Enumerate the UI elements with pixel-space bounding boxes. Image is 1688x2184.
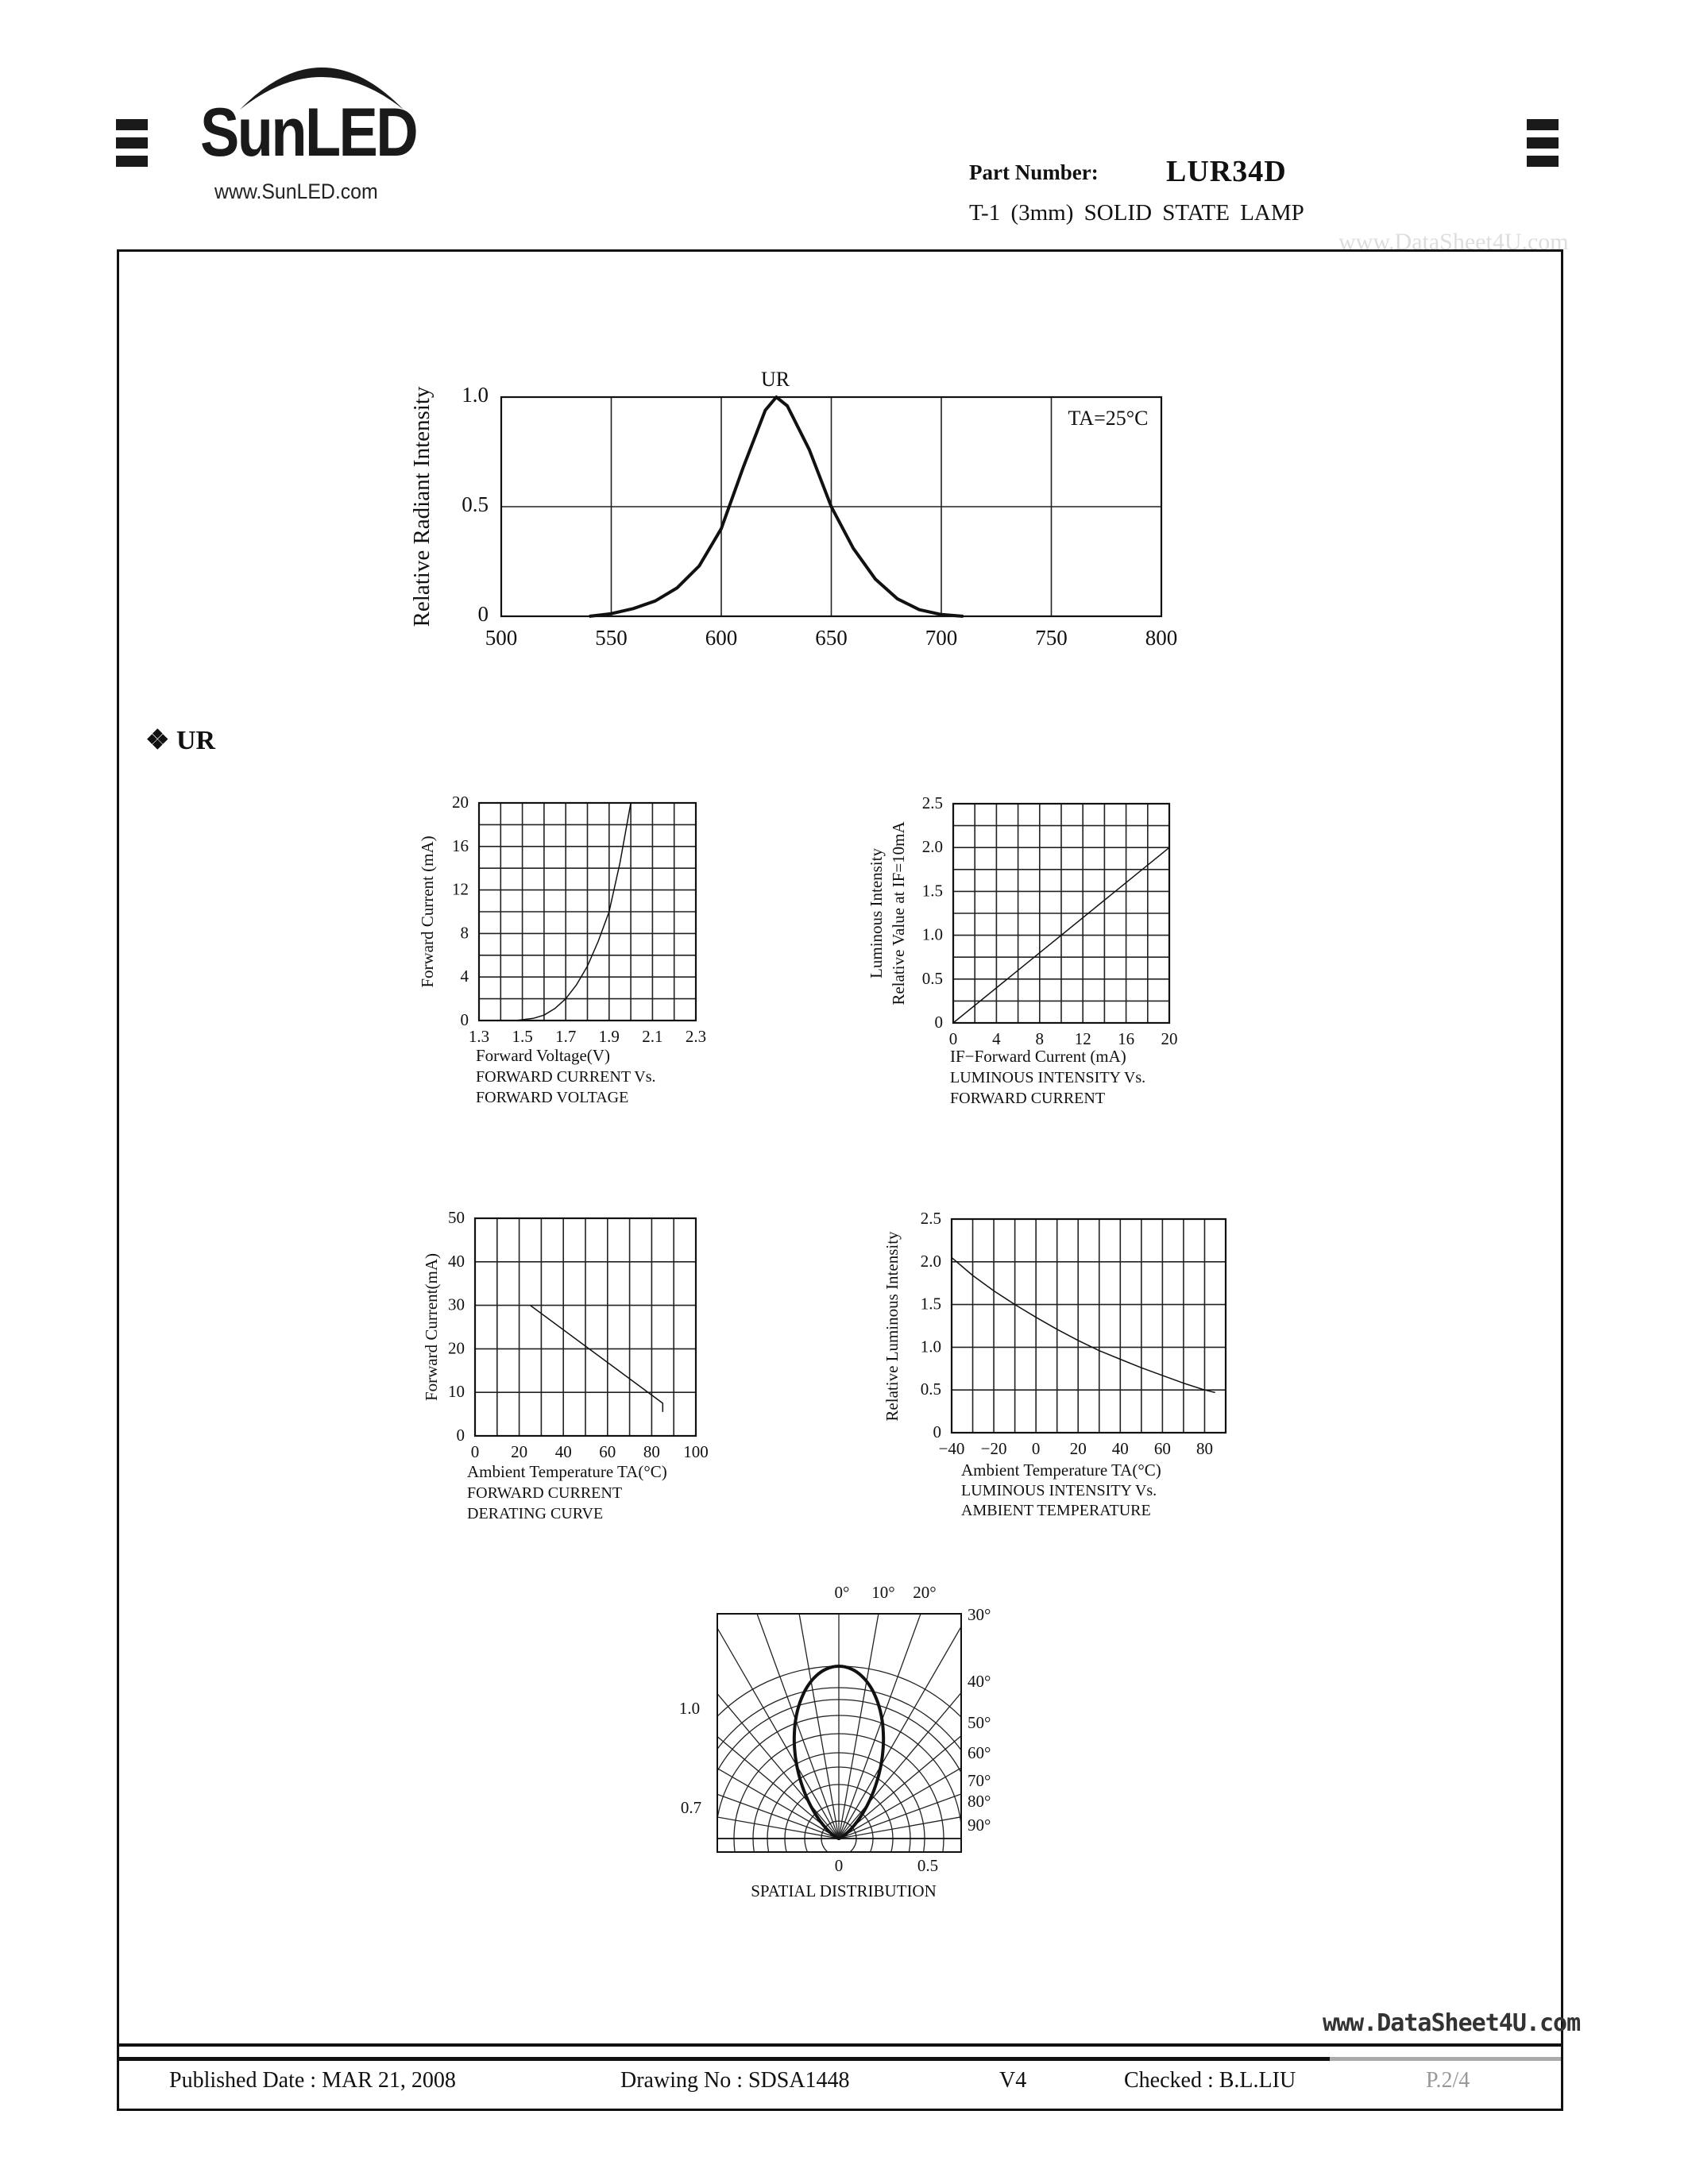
angle-label: 90°: [968, 1815, 991, 1835]
y-axis-label: Relative Radiant Intensity: [409, 386, 435, 627]
y-tick-label: 2.0: [920, 1251, 941, 1271]
polar-radial-line: [839, 1473, 1145, 1839]
y-tick-label: 1.5: [920, 1294, 941, 1314]
polar-radial-line: [839, 1600, 1252, 1839]
angle-label: 80°: [968, 1792, 991, 1811]
x-tick-label: 700: [925, 626, 958, 650]
polar-radial-line: [839, 1756, 1308, 1839]
x-tick-label: 1.9: [598, 1027, 620, 1046]
y-tick-label: 0: [460, 1010, 469, 1029]
polar-radial-line: [839, 1676, 1287, 1839]
y-tick-label: 2.5: [921, 793, 943, 812]
chart-annotation: TA=25°C: [1068, 407, 1149, 430]
y-tick-label: 0: [934, 1013, 943, 1032]
angle-label: 40°: [968, 1672, 991, 1691]
radial-label: 1.0: [678, 1699, 701, 1718]
chart-4: [883, 1209, 1226, 1519]
x-tick-label: 20: [1069, 1439, 1087, 1458]
checked-by: Checked : B.L.LIU: [1124, 2068, 1296, 2093]
chart-spatial-distribution: [362, 1362, 1315, 2011]
chart-caption: FORWARD CURRENT: [467, 1484, 623, 1502]
plot-frame: [952, 1219, 1226, 1433]
x-axis-label: Ambient Temperature TA(°C): [961, 1461, 1161, 1480]
y-tick-label: 12: [452, 879, 469, 899]
y-tick-label: 2.5: [920, 1209, 941, 1228]
x-tick-label: 20: [511, 1442, 528, 1461]
y-tick-label: 20: [452, 793, 469, 812]
watermark-bottom: www.DataSheet4U.com: [1323, 2009, 1581, 2037]
published-date: Published Date : MAR 21, 2008: [169, 2068, 456, 2093]
series-line-if-max: [531, 1306, 663, 1412]
polar-radial-line: [601, 1426, 839, 1839]
chart-3: [422, 1208, 709, 1522]
chart-annotation: UR: [760, 368, 790, 391]
x-tick-label: 0: [948, 1029, 958, 1048]
polar-radial-line: [839, 1532, 1204, 1839]
section-title: UR: [176, 726, 216, 755]
y-tick-label: 16: [452, 835, 469, 855]
x-tick-label: 500: [485, 626, 518, 650]
diamond-bullet-icon: ❖: [145, 726, 170, 755]
chart-2: [867, 793, 1178, 1107]
x-tick-label: 1.5: [512, 1027, 533, 1046]
chart-caption: FORWARD VOLTAGE: [476, 1089, 629, 1106]
x-tick-label: 2.3: [685, 1027, 707, 1046]
angle-label: 10°: [871, 1583, 895, 1602]
x-tick-label: 0: [470, 1442, 480, 1461]
polar-radial-line: [369, 1756, 839, 1839]
y-tick-label: 20: [448, 1338, 465, 1358]
x-tick-label: 800: [1145, 626, 1178, 650]
x-tick-label: 8: [1035, 1029, 1045, 1048]
x-tick-label: 100: [683, 1442, 709, 1461]
y-tick-label: 1.0: [921, 924, 943, 944]
x-tick-label: 650: [815, 626, 848, 650]
x-tick-label: 2.1: [642, 1027, 663, 1046]
x-tick-label: 60: [599, 1442, 616, 1461]
part-number-label: Part Number:: [969, 160, 1099, 184]
chart-caption: FORWARD CURRENT: [950, 1090, 1106, 1107]
x-tick-label: 60: [1153, 1439, 1171, 1458]
chart-caption: LUMINOUS INTENSITY Vs.: [950, 1069, 1146, 1086]
angle-label: 20°: [913, 1583, 937, 1602]
y-tick-label: 0.5: [920, 1379, 941, 1399]
y-tick-label: 1.5: [921, 881, 943, 901]
chart-1: [418, 793, 706, 1106]
angle-label: 50°: [968, 1713, 991, 1732]
y-tick-label: 40: [448, 1251, 465, 1271]
y-axis-label: Forward Current(mA): [422, 1252, 441, 1402]
x-tick-label: −20: [980, 1439, 1007, 1458]
x-tick-label: 12: [1074, 1029, 1091, 1048]
chart-caption: LUMINOUS INTENSITY Vs.: [961, 1482, 1157, 1499]
x-tick-label: 600: [705, 626, 738, 650]
bottom-scale-label: 0.5: [917, 1856, 939, 1875]
polar-radial-line: [532, 1473, 839, 1839]
angle-label: 30°: [968, 1605, 991, 1624]
x-axis-label: Forward Voltage(V): [476, 1046, 610, 1065]
x-tick-label: −40: [938, 1439, 965, 1458]
y-tick-label: 2.0: [921, 837, 943, 857]
x-tick-label: 20: [1161, 1029, 1178, 1048]
y-axis-label: Relative Value at IF=10mA: [889, 821, 908, 1005]
x-tick-label: 4: [992, 1029, 1001, 1048]
chart-title: SPATIAL DISTRIBUTION: [751, 1881, 937, 1900]
x-tick-label: 0: [1031, 1439, 1041, 1458]
y-tick-label: 1.0: [920, 1337, 941, 1356]
x-tick-label: 750: [1035, 626, 1068, 650]
y-tick-label: 30: [448, 1295, 465, 1314]
polar-radial-line: [391, 1676, 839, 1839]
y-tick-label: 50: [448, 1208, 465, 1227]
y-tick-label: 0: [456, 1426, 465, 1445]
angle-label: 0°: [834, 1583, 850, 1602]
x-axis-label: Ambient Temperature TA(°C): [467, 1462, 667, 1481]
radial-label: 0.7: [680, 1798, 702, 1817]
x-tick-label: 550: [595, 626, 628, 650]
chart-caption: DERATING CURVE: [467, 1505, 604, 1522]
y-tick-label: 8: [460, 923, 469, 943]
x-axis-label: IF−Forward Current (mA): [950, 1047, 1126, 1066]
y-tick-label: 0: [477, 602, 489, 626]
brand-logo: SunLED: [200, 95, 417, 171]
x-tick-label: 80: [643, 1442, 660, 1461]
y-tick-label: 4: [460, 967, 469, 986]
x-tick-label: 40: [1111, 1439, 1129, 1458]
x-tick-label: 40: [554, 1442, 572, 1461]
version: V4: [999, 2068, 1027, 2093]
bottom-scale-label: 0: [834, 1856, 844, 1875]
y-tick-label: 10: [448, 1382, 465, 1402]
watermark-top: www.DataSheet4U.com: [1338, 229, 1569, 255]
angle-label: 70°: [968, 1771, 991, 1790]
y-tick-label: 0.5: [462, 492, 489, 516]
product-description: T-1 (3mm) SOLID STATE LAMP: [969, 200, 1304, 226]
brand-website: www.SunLED.com: [214, 179, 378, 203]
polar-radial-line: [426, 1600, 839, 1839]
x-tick-label: 1.7: [555, 1027, 577, 1046]
x-tick-label: 1.3: [468, 1027, 490, 1046]
chart-caption: FORWARD CURRENT Vs.: [476, 1068, 656, 1086]
polar-radial-line: [473, 1532, 839, 1839]
y-axis-label: Relative Luminous Intensity: [883, 1231, 902, 1422]
y-tick-label: 0: [933, 1422, 941, 1441]
y-tick-label: 1.0: [462, 383, 489, 407]
y-axis-label: Luminous Intensity: [867, 848, 886, 978]
page-number: P.2/4: [1426, 2068, 1470, 2093]
x-tick-label: 16: [1118, 1029, 1135, 1048]
x-tick-label: 80: [1196, 1439, 1213, 1458]
chart-0: [409, 368, 1177, 650]
series-line-iv: [952, 1257, 1215, 1392]
part-number: LUR34D: [1166, 155, 1287, 188]
chart-caption: AMBIENT TEMPERATURE: [961, 1502, 1151, 1519]
polar-grid: [362, 1362, 1315, 2011]
drawing-number: Drawing No : SDSA1448: [620, 2068, 850, 2093]
y-axis-label: Forward Current (mA): [418, 835, 437, 988]
y-tick-label: 0.5: [921, 968, 943, 988]
angle-label: 60°: [968, 1743, 991, 1762]
